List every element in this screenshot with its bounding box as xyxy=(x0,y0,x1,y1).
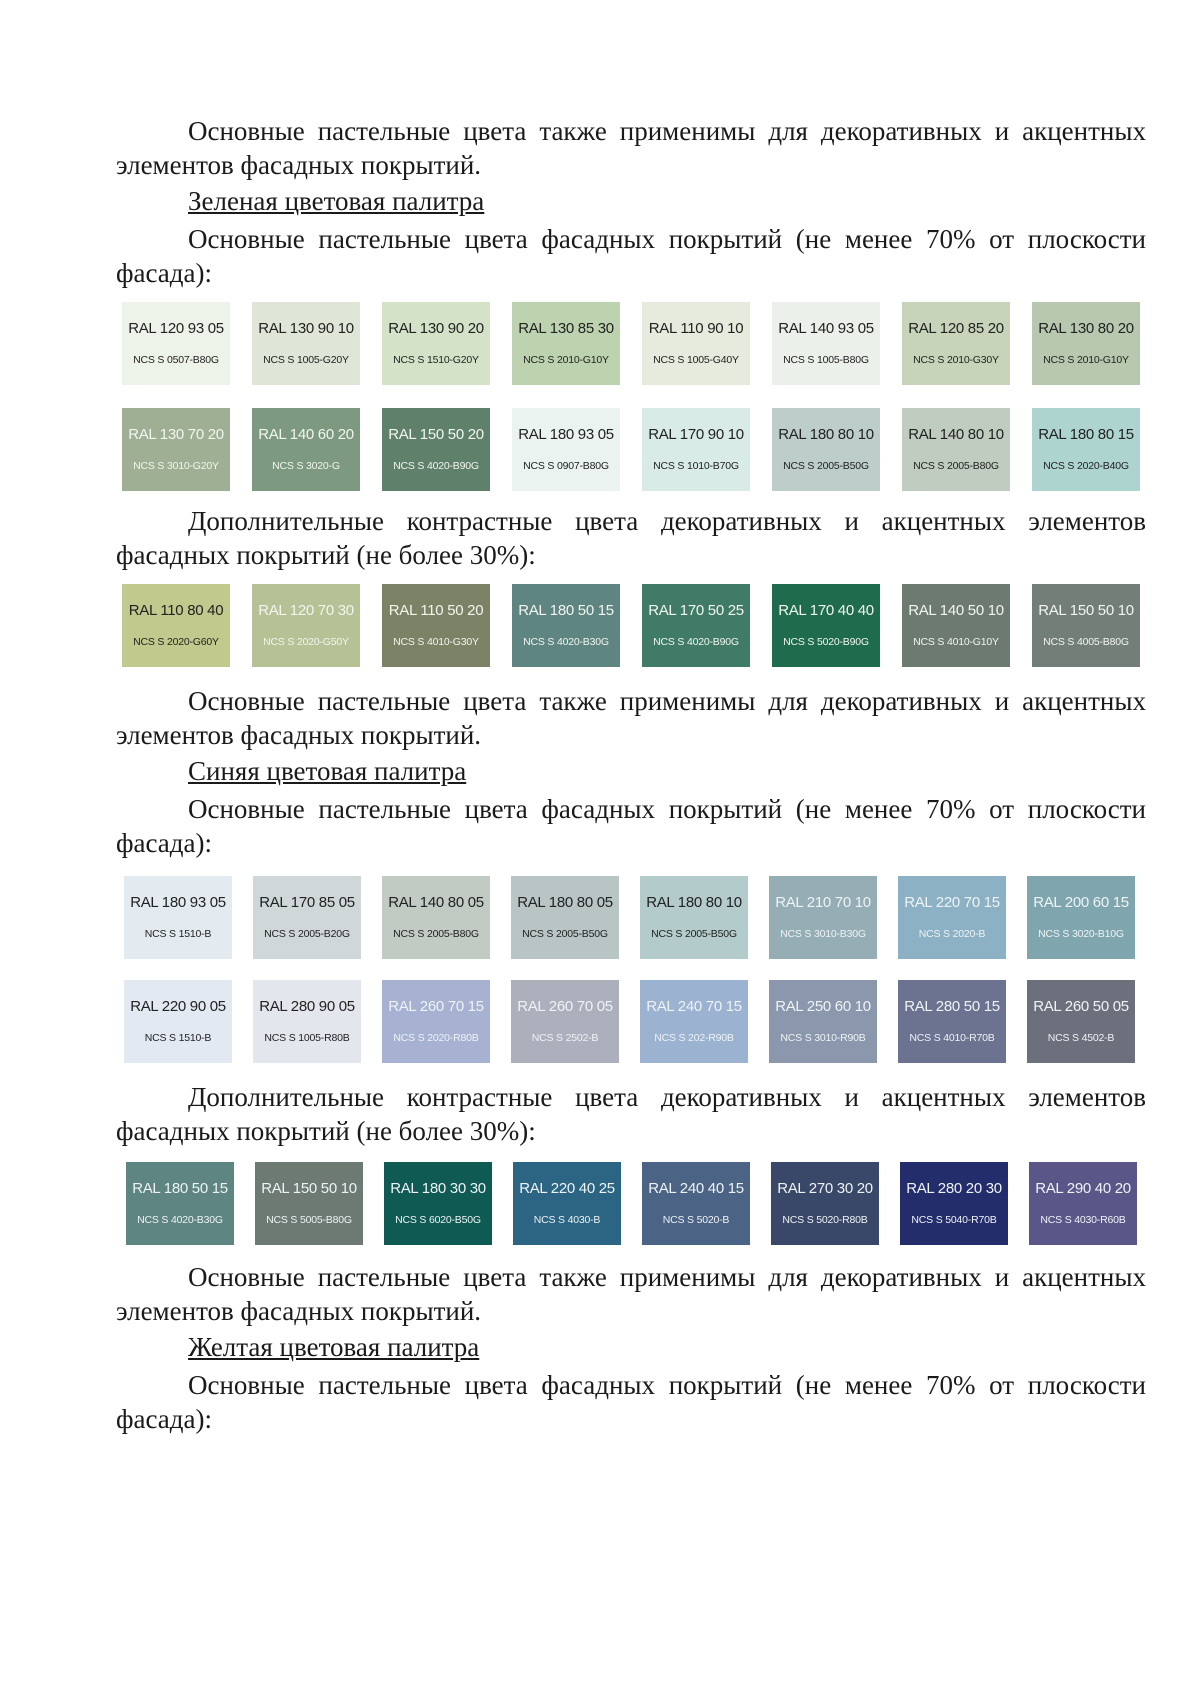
swatch-ncs-code: NCS S 2005-B80G xyxy=(393,928,479,940)
green-intro-paragraph: Основные пастельные цвета также применимы для декоративных и акцентных элементов фасадных покрытий. xyxy=(116,116,1146,180)
swatch-ral-code: RAL 140 50 10 xyxy=(908,602,1004,619)
green-main-paragraph: Основные пастельные цвета фасадных покрытий (не менее 70% от плоскости фасада): xyxy=(116,224,1146,288)
blue-main-row-2 xyxy=(0,980,1200,1070)
color-swatch xyxy=(1027,876,1135,959)
color-swatch xyxy=(902,584,1010,667)
swatch-ncs-code: NCS S 1005-B80G xyxy=(783,354,869,366)
swatch-ncs-code: NCS S 4010-G10Y xyxy=(913,636,999,648)
color-swatch xyxy=(772,302,880,385)
swatch-ral-code: RAL 240 40 15 xyxy=(648,1180,744,1197)
color-swatch xyxy=(772,584,880,667)
color-swatch xyxy=(122,302,230,385)
swatch-ncs-code: NCS S 2005-B50G xyxy=(522,928,608,940)
swatch-ral-code: RAL 260 70 15 xyxy=(388,998,484,1015)
color-swatch xyxy=(382,876,490,959)
swatch-ral-code: RAL 250 60 10 xyxy=(775,998,871,1015)
swatch-ncs-code: NCS S 1005-G40Y xyxy=(653,354,739,366)
swatch-ral-code: RAL 130 70 20 xyxy=(128,426,224,443)
color-swatch xyxy=(255,1162,363,1245)
swatch-ral-code: RAL 180 93 05 xyxy=(130,894,226,911)
blue-main-paragraph: Основные пастельные цвета фасадных покрытий (не менее 70% от плоскости фасада): xyxy=(116,794,1146,858)
swatch-ncs-code: NCS S 2020-G60Y xyxy=(133,636,219,648)
swatch-ral-code: RAL 280 50 15 xyxy=(904,998,1000,1015)
color-swatch xyxy=(769,980,877,1063)
swatch-ncs-code: NCS S 4020-B30G xyxy=(137,1214,223,1226)
green-contrast-row xyxy=(0,584,1200,674)
color-swatch xyxy=(1032,584,1140,667)
swatch-ral-code: RAL 120 85 20 xyxy=(908,320,1004,337)
swatch-ral-code: RAL 180 80 15 xyxy=(1038,426,1134,443)
color-swatch xyxy=(1027,980,1135,1063)
color-swatch xyxy=(512,584,620,667)
color-swatch xyxy=(902,302,1010,385)
color-swatch xyxy=(252,584,360,667)
swatch-ncs-code: NCS S 1005-R80B xyxy=(264,1032,350,1044)
swatch-ncs-code: NCS S 2005-B80G xyxy=(913,460,999,472)
blue-main-row-1 xyxy=(0,876,1200,966)
swatch-ncs-code: NCS S 1510-B xyxy=(144,1032,212,1044)
green-palette-heading: Зеленая цветовая палитра xyxy=(188,186,485,216)
swatch-ral-code: RAL 200 60 15 xyxy=(1033,894,1129,911)
swatch-ral-code: RAL 180 80 05 xyxy=(517,894,613,911)
swatch-ncs-code: NCS S 4502-B xyxy=(1047,1032,1115,1044)
swatch-ral-code: RAL 130 85 30 xyxy=(518,320,614,337)
swatch-ral-code: RAL 140 80 10 xyxy=(908,426,1004,443)
swatch-ncs-code: NCS S 5020-B90G xyxy=(783,636,869,648)
swatch-ncs-code: NCS S 3010-G20Y xyxy=(133,460,219,472)
swatch-ncs-code: NCS S 2020-B40G xyxy=(1043,460,1129,472)
swatch-ncs-code: NCS S 2005-B50G xyxy=(783,460,869,472)
swatch-ral-code: RAL 180 50 15 xyxy=(132,1180,228,1197)
swatch-ral-code: RAL 140 60 20 xyxy=(258,426,354,443)
swatch-ncs-code: NCS S 5040-R70B xyxy=(911,1214,997,1226)
color-swatch xyxy=(512,408,620,491)
swatch-ral-code: RAL 180 80 10 xyxy=(778,426,874,443)
swatch-ral-code: RAL 130 90 20 xyxy=(388,320,484,337)
swatch-ral-code: RAL 150 50 20 xyxy=(388,426,484,443)
yellow-main-paragraph: Основные пастельные цвета фасадных покрытий (не менее 70% от плоскости фасада): xyxy=(116,1370,1146,1434)
swatch-ncs-code: NCS S 3020-B10G xyxy=(1038,928,1124,940)
swatch-ncs-code: NCS S 2020-B xyxy=(918,928,986,940)
swatch-ral-code: RAL 280 90 05 xyxy=(259,998,355,1015)
swatch-ncs-code: NCS S 1010-B70G xyxy=(653,460,739,472)
swatch-ncs-code: NCS S 2020-G50Y xyxy=(263,636,349,648)
green-outro-paragraph: Основные пастельные цвета также применимы для декоративных и акцентных элементов фасадных покрытий. xyxy=(116,686,1146,750)
color-swatch xyxy=(122,584,230,667)
blue-contrast-row xyxy=(0,1162,1200,1252)
color-swatch xyxy=(382,302,490,385)
swatch-ral-code: RAL 280 20 30 xyxy=(906,1180,1002,1197)
swatch-ral-code: RAL 110 80 40 xyxy=(128,602,224,619)
swatch-ncs-code: NCS S 6020-B50G xyxy=(395,1214,481,1226)
swatch-ncs-code: NCS S 3010-B30G xyxy=(780,928,866,940)
swatch-ral-code: RAL 240 70 15 xyxy=(646,998,742,1015)
swatch-ncs-code: NCS S 2010-G10Y xyxy=(523,354,609,366)
color-swatch xyxy=(640,980,748,1063)
color-swatch xyxy=(124,980,232,1063)
swatch-ncs-code: NCS S 0907-B80G xyxy=(523,460,609,472)
color-swatch xyxy=(1029,1162,1137,1245)
swatch-ncs-code: NCS S 4030-B xyxy=(533,1214,601,1226)
color-swatch xyxy=(772,408,880,491)
color-swatch xyxy=(902,408,1010,491)
swatch-ral-code: RAL 220 40 25 xyxy=(519,1180,615,1197)
swatch-ncs-code: NCS S 5020-B xyxy=(662,1214,730,1226)
swatch-ncs-code: NCS S 4010-R70B xyxy=(909,1032,995,1044)
color-swatch xyxy=(124,876,232,959)
swatch-ral-code: RAL 170 40 40 xyxy=(778,602,874,619)
color-swatch xyxy=(898,876,1006,959)
swatch-ncs-code: NCS S 2502-B xyxy=(531,1032,599,1044)
color-swatch xyxy=(1032,302,1140,385)
color-swatch xyxy=(769,876,877,959)
swatch-ncs-code: NCS S 2010-G10Y xyxy=(1043,354,1129,366)
green-main-row-2 xyxy=(0,408,1200,498)
swatch-ncs-code: NCS S 1005-G20Y xyxy=(263,354,349,366)
color-swatch xyxy=(513,1162,621,1245)
color-swatch xyxy=(252,302,360,385)
swatch-ral-code: RAL 110 90 10 xyxy=(648,320,744,337)
color-swatch xyxy=(640,876,748,959)
swatch-ral-code: RAL 130 80 20 xyxy=(1038,320,1134,337)
swatch-ral-code: RAL 110 50 20 xyxy=(388,602,484,619)
color-swatch xyxy=(126,1162,234,1245)
color-swatch xyxy=(122,408,230,491)
swatch-ncs-code: NCS S 5020-R80B xyxy=(782,1214,868,1226)
swatch-ral-code: RAL 170 85 05 xyxy=(259,894,355,911)
color-swatch xyxy=(642,584,750,667)
swatch-ral-code: RAL 130 90 10 xyxy=(258,320,354,337)
color-swatch xyxy=(512,302,620,385)
swatch-ral-code: RAL 260 70 05 xyxy=(517,998,613,1015)
color-swatch xyxy=(1032,408,1140,491)
swatch-ral-code: RAL 180 93 05 xyxy=(518,426,614,443)
color-swatch xyxy=(511,876,619,959)
color-swatch xyxy=(642,408,750,491)
swatch-ncs-code: NCS S 4020-B30G xyxy=(523,636,609,648)
swatch-ncs-code: NCS S 2010-G30Y xyxy=(913,354,999,366)
swatch-ncs-code: NCS S 4020-B90G xyxy=(653,636,739,648)
color-swatch xyxy=(898,980,1006,1063)
swatch-ral-code: RAL 180 30 30 xyxy=(390,1180,486,1197)
swatch-ncs-code: NCS S 202-R90B xyxy=(654,1032,734,1044)
swatch-ral-code: RAL 170 50 25 xyxy=(648,602,744,619)
swatch-ncs-code: NCS S 4030-R60B xyxy=(1040,1214,1126,1226)
color-swatch xyxy=(771,1162,879,1245)
blue-outro-paragraph: Основные пастельные цвета также применимы для декоративных и акцентных элементов фасадных покрытий. xyxy=(116,1262,1146,1326)
color-swatch xyxy=(900,1162,1008,1245)
swatch-ral-code: RAL 270 30 20 xyxy=(777,1180,873,1197)
swatch-ral-code: RAL 260 50 05 xyxy=(1033,998,1129,1015)
green-contrast-paragraph: Дополнительные контрастные цвета декоративных и акцентных элементов фасадных покрытий (не более 30%): xyxy=(116,506,1146,570)
swatch-ral-code: RAL 150 50 10 xyxy=(261,1180,357,1197)
swatch-ral-code: RAL 150 50 10 xyxy=(1038,602,1134,619)
swatch-ral-code: RAL 180 80 10 xyxy=(646,894,742,911)
swatch-ncs-code: NCS S 2020-R80B xyxy=(393,1032,479,1044)
swatch-ral-code: RAL 140 80 05 xyxy=(388,894,484,911)
swatch-ncs-code: NCS S 0507-B80G xyxy=(133,354,219,366)
color-swatch xyxy=(252,408,360,491)
swatch-ncs-code: NCS S 5005-B80G xyxy=(266,1214,352,1226)
swatch-ncs-code: NCS S 2005-B20G xyxy=(264,928,350,940)
swatch-ncs-code: NCS S 3020-G xyxy=(272,460,340,472)
swatch-ral-code: RAL 180 50 15 xyxy=(518,602,614,619)
color-swatch xyxy=(382,408,490,491)
color-swatch xyxy=(253,980,361,1063)
color-swatch xyxy=(642,1162,750,1245)
color-swatch xyxy=(253,876,361,959)
swatch-ral-code: RAL 120 93 05 xyxy=(128,320,224,337)
color-swatch xyxy=(642,302,750,385)
color-swatch xyxy=(382,584,490,667)
blue-palette-heading: Синяя цветовая палитра xyxy=(188,756,467,786)
swatch-ncs-code: NCS S 4010-G30Y xyxy=(393,636,479,648)
swatch-ral-code: RAL 170 90 10 xyxy=(648,426,744,443)
swatch-ral-code: RAL 290 40 20 xyxy=(1035,1180,1131,1197)
green-main-row-1 xyxy=(0,302,1200,392)
swatch-ral-code: RAL 120 70 30 xyxy=(258,602,354,619)
swatch-ral-code: RAL 220 90 05 xyxy=(130,998,226,1015)
swatch-ncs-code: NCS S 4005-B80G xyxy=(1043,636,1129,648)
color-swatch xyxy=(384,1162,492,1245)
swatch-ncs-code: NCS S 3010-R90B xyxy=(780,1032,866,1044)
blue-contrast-paragraph: Дополнительные контрастные цвета декоративных и акцентных элементов фасадных покрытий (не более 30%): xyxy=(116,1082,1146,1146)
color-swatch xyxy=(382,980,490,1063)
color-swatch xyxy=(511,980,619,1063)
swatch-ncs-code: NCS S 1510-B xyxy=(144,928,212,940)
swatch-ral-code: RAL 220 70 15 xyxy=(904,894,1000,911)
swatch-ral-code: RAL 210 70 10 xyxy=(775,894,871,911)
yellow-palette-heading: Желтая цветовая палитра xyxy=(188,1332,480,1362)
swatch-ncs-code: NCS S 4020-B90G xyxy=(393,460,479,472)
swatch-ncs-code: NCS S 2005-B50G xyxy=(651,928,737,940)
swatch-ral-code: RAL 140 93 05 xyxy=(778,320,874,337)
swatch-ncs-code: NCS S 1510-G20Y xyxy=(393,354,479,366)
